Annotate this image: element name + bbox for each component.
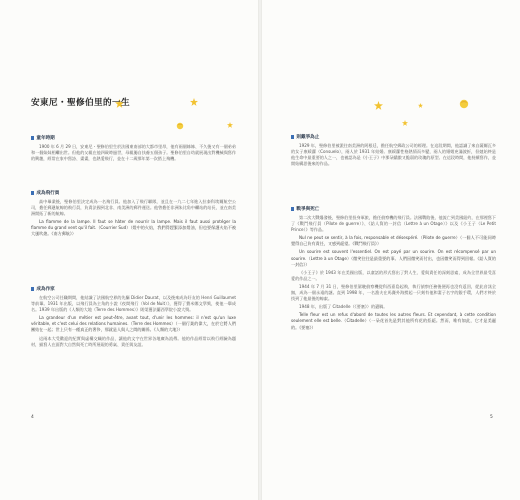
- square-bullet-icon: [291, 135, 294, 138]
- paragraph: 1948 年，出版了 Citadelle（《要塞》）的遺稿。: [299, 304, 388, 310]
- square-bullet-icon: [291, 207, 294, 210]
- star-icon: [374, 101, 383, 110]
- section-pilot: [31, 190, 236, 240]
- page-title: 安東尼・聖修伯里的一生: [31, 98, 130, 108]
- planet-icon: [459, 99, 469, 109]
- right-page: [262, 0, 520, 500]
- section-heading: 成為飛行員: [31, 190, 236, 196]
- paragraph: 1929 年，聖修伯里被派往南美洲的阿根廷，擔任航空郵政公司的經理。在這段期間，他認識了來自薩爾瓦多的女子康綏蘿（Consuelo），兩人於 1931 年結婚。康綏蘿性格熱情而多變，兩人的婚姻充滿波折，但她始終是他生命中最重要的人之一，也被認為是《小王子》中那朵驕傲又脆弱的玫瑰的原型。在這段時間，他持續寫作，並開始構思後來的作品。: [291, 143, 496, 167]
- section-heading: 童年時期: [31, 135, 236, 141]
- page-number-left: 4: [31, 415, 34, 420]
- quote-paragraph: Nul ne peut se sentir, à la fois, responsable et désespéré.（Pilote de guerre）（一個人不可能同時覺得自己負有責任，又感到絕望。《戰鬥飛行員》）: [291, 235, 496, 247]
- square-bullet-icon: [31, 136, 34, 139]
- quote-paragraph: La grandeur d'un métier est peut-être, avant tout, d'unir les hommes: il n'est qu'un luxe véritable, et c'est celui des relations humaines.（Terre des Hommes）（一個行業的偉大，在於它將人們團結在一起；世上只有一種真正的奢侈，那就是人與人之間的關係。《人類的大地》）: [31, 315, 236, 333]
- small-star-icon: [402, 120, 408, 126]
- paragraph: 在航空公司任職期間，他結識了法國航空界的先驅 Didier Daurat，以及後來成為好友的 Henri Guillaumet 等前輩。1931 年出版，以飛行員為主角的小說《夜間飛行（Vol de Nuit）》，獲得了費米娜文學獎，使他一舉成名。1939 年出版的《人類的大地（Terre des Hommes）》則榮獲法蘭西學院小說大獎。: [31, 295, 236, 313]
- paragraph: 第二次大戰爆發後，聖修伯里投身軍旅，擔任偵察機的飛行員。法國戰敗後，他流亡到美國紐約，在那裡寫下了《戰鬥飛行員（Pilote de guerre）》、《給人質的一封信（Lettre à un Otage）》以及《小王子（Le Petit Prince）》等作品。: [291, 215, 496, 233]
- page-number-right: 5: [490, 415, 493, 420]
- planet-icon: [176, 122, 184, 130]
- left-page: [0, 0, 258, 500]
- section-heading: 戰爭與死亡: [291, 206, 496, 212]
- section-heading: 則戴爭為止: [291, 134, 496, 140]
- section-childhood: [31, 135, 236, 164]
- section-war: [291, 206, 496, 333]
- paragraph: 1900 年 6 月 29 日，安東尼・聖修伯里生於法國東南部的大都市里昂，他有兩個姊姊、不久後又有一個弟弟和一個妹妹相繼出世。但他的父親在他四歲時過世，母親獨自扶養五個孩子。聖修伯里自幼就展現出對機械與寫作的興趣，經常在家中寫詩、畫畫，也熱愛飛行，並在十二歲那年第一次搭上飛機。: [31, 144, 236, 162]
- section-writer: [31, 286, 236, 350]
- section-marriage: [291, 134, 496, 169]
- paragraph: 這兩本大受歡迎的紀實與虛構交織的作品，讓他的文字在世界各地廣為流傳。他的作品經常以飛行經驗為題材，描寫人在面對大自然與死亡時所展現的勇氣、責任與友誼。: [31, 335, 236, 347]
- paragraph: 1944 年 7 月 31 日，聖修伯里駕駛偵察機從科西嘉島起飛，執行偵察任務後便再也沒有返回，從此音訊全無，成為一個永遠的謎。直到 1998 年，一名漁夫在馬賽外海撈起一只刻有他和妻子名字的銀手環，人們才終於找到了他最後的線索。: [291, 283, 496, 302]
- star-icon: [190, 98, 198, 106]
- small-star-icon: [418, 103, 423, 108]
- square-bullet-icon: [31, 191, 34, 194]
- quote-paragraph: Un sourire est souvent l'essentiel. On est payé par un sourire. On est récompensé par un sourire.（Lettre à un Otage）（微笑往往是最重要的事。人們因微笑而付出，也因微笑而得到回報。《給人質的一封信》）: [291, 249, 496, 267]
- square-bullet-icon: [31, 287, 34, 290]
- quote-paragraph: La flamme de la lampe. Il faut se hâter de nourrir la lampe. Mais il faut aussi protéger la flamme du grand vent qu'il fait.（Courrier Sud）（燈中的火焰，我們得趕緊添加燈油，但也要保護火焰不被大風吹熄。《南方郵航》）: [31, 219, 236, 237]
- paragraph: 《小王子》於 1943 年在美國出版，以童話的形式寫出了對人生、愛與責任的深刻思索，成為全世界最受喜愛的作品之一。: [291, 269, 496, 281]
- small-star-icon: [227, 122, 233, 128]
- paragraph: 高中畢業後，聖修伯里決定成為一名飛行員。他加入了飛行聯隊，並且在一九二七年進入拉泰科埃爾航空公司，擔任郵遞航線的飛行員，負責法國到北非、南美洲的郵件運送。他曾擔任非洲朱比角中繼站的站長，並在南美洲開拓了新的航線。: [31, 199, 236, 217]
- quote-paragraph: Telle fleur est un refus d'abord de toutes les autres fleurs. Et cependant, à cette condition seulement elle est belle.（Citadelle）（一朵花首先是對其他所有花的拒絕。然而，唯有如此，它才是美麗的。《要塞》）: [291, 312, 496, 330]
- section-heading: 成為作家: [31, 286, 236, 292]
